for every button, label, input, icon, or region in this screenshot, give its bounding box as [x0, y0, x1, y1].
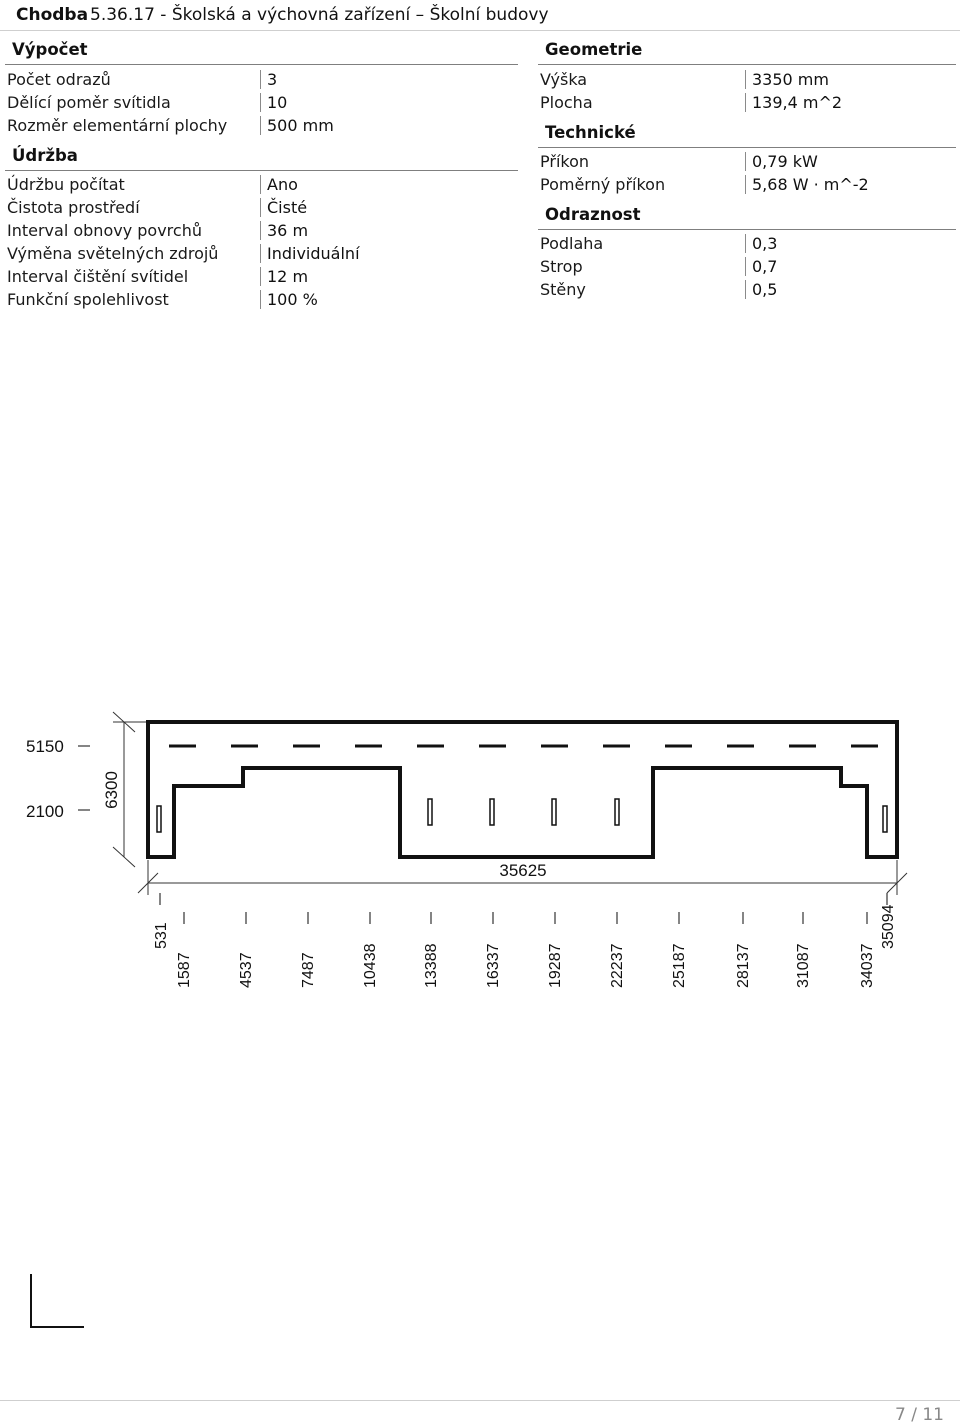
param-label: Dělící poměr svítidla — [7, 93, 171, 112]
section-heading-geometrie: Geometrie — [545, 40, 643, 59]
param-row-lamp-replacement — [7, 242, 507, 265]
footer-divider — [0, 1400, 960, 1401]
section-heading-udrzba: Údržba — [12, 146, 78, 165]
param-row-height — [540, 68, 950, 91]
page-header — [0, 0, 960, 31]
room-category: 5.36.17 - Školská a výchovná zařízení – Školní budovy — [90, 5, 549, 25]
x-position-label: 13388 — [423, 943, 440, 988]
param-label: Funkční spolehlivost — [7, 290, 169, 309]
x-position-label: 1587 — [176, 952, 193, 988]
x-position-label: 22237 — [609, 943, 626, 988]
x-position-label: 35094 — [880, 904, 897, 949]
x-position-label: 19287 — [547, 943, 564, 988]
param-row-cleaning-interval — [7, 265, 507, 288]
param-label: Výměna světelných zdrojů — [7, 244, 219, 263]
section-divider — [5, 64, 518, 65]
x-position-labels — [153, 893, 897, 988]
section-divider — [538, 147, 956, 148]
param-value: 10 — [260, 93, 287, 112]
param-row-division-ratio — [7, 91, 507, 114]
section-divider — [538, 64, 956, 65]
param-value: 3350 mm — [745, 70, 829, 89]
param-value: 12 m — [260, 267, 308, 286]
param-row-power — [540, 150, 950, 173]
param-row-reflections — [7, 68, 507, 91]
x-position-label: 16337 — [485, 943, 502, 988]
x-position-label: 10438 — [362, 943, 379, 988]
param-row-surface-renewal — [7, 219, 507, 242]
param-label: Příkon — [540, 152, 590, 171]
param-value: 100 % — [260, 290, 318, 309]
x-position-label: 28137 — [735, 943, 752, 988]
section-heading-technicke: Technické — [545, 123, 636, 142]
param-value: 0,79 kW — [745, 152, 818, 171]
param-label: Stěny — [540, 280, 586, 299]
x-position-label: 531 — [153, 922, 170, 949]
param-label: Rozměr elementární plochy — [7, 116, 228, 135]
param-row-ceiling — [540, 255, 950, 278]
floor-plan-drawing — [0, 700, 960, 1000]
param-label: Čistota prostředí — [7, 198, 140, 217]
param-value: 0,7 — [745, 257, 777, 276]
param-value: 5,68 W · m^-2 — [745, 175, 869, 194]
param-label: Počet odrazů — [7, 70, 111, 89]
param-value: 36 m — [260, 221, 308, 240]
param-value: 0,3 — [745, 234, 777, 253]
param-label: Interval čištění svítidel — [7, 267, 189, 286]
param-value: 3 — [260, 70, 277, 89]
param-row-maintenance — [7, 173, 507, 196]
param-value: 139,4 m^2 — [745, 93, 842, 112]
param-value: 500 mm — [260, 116, 334, 135]
param-label: Podlaha — [540, 234, 604, 253]
x-position-label: 31087 — [795, 943, 812, 988]
row-dim-label: 2100 — [26, 802, 64, 821]
room-name: Chodba — [16, 5, 89, 25]
height-dim-label: 6300 — [102, 771, 121, 809]
param-value: 0,5 — [745, 280, 777, 299]
corner-mark — [30, 1274, 84, 1328]
section-heading-vypocet: Výpočet — [12, 40, 88, 59]
room-outline — [148, 722, 897, 857]
x-position-label: 4537 — [238, 952, 255, 988]
param-row-specific-power — [540, 173, 950, 196]
section-divider — [538, 229, 956, 230]
param-label: Výška — [540, 70, 588, 89]
row-dim-label: 5150 — [26, 737, 64, 756]
param-row-element-size — [7, 114, 507, 137]
x-position-label: 25187 — [671, 943, 688, 988]
param-row-floor — [540, 232, 950, 255]
width-dim-label: 35625 — [499, 861, 547, 880]
param-row-reliability — [7, 288, 507, 311]
section-divider — [5, 170, 518, 171]
param-value: Ano — [260, 175, 298, 194]
page-number: 7 / 11 — [895, 1405, 944, 1425]
param-label: Strop — [540, 257, 583, 276]
section-heading-odraznost: Odraznost — [545, 205, 641, 224]
x-position-label: 34037 — [859, 943, 876, 988]
param-row-cleanliness — [7, 196, 507, 219]
param-row-area — [540, 91, 950, 114]
param-label: Plocha — [540, 93, 593, 112]
luminaire-row-bottom — [157, 799, 887, 832]
param-label: Interval obnovy povrchů — [7, 221, 202, 240]
param-label: Poměrný příkon — [540, 175, 666, 194]
param-value: Individuální — [260, 244, 360, 263]
x-position-label: 7487 — [300, 952, 317, 988]
param-row-walls — [540, 278, 950, 301]
param-value: Čisté — [260, 198, 307, 217]
param-label: Údržbu počítat — [7, 175, 125, 194]
